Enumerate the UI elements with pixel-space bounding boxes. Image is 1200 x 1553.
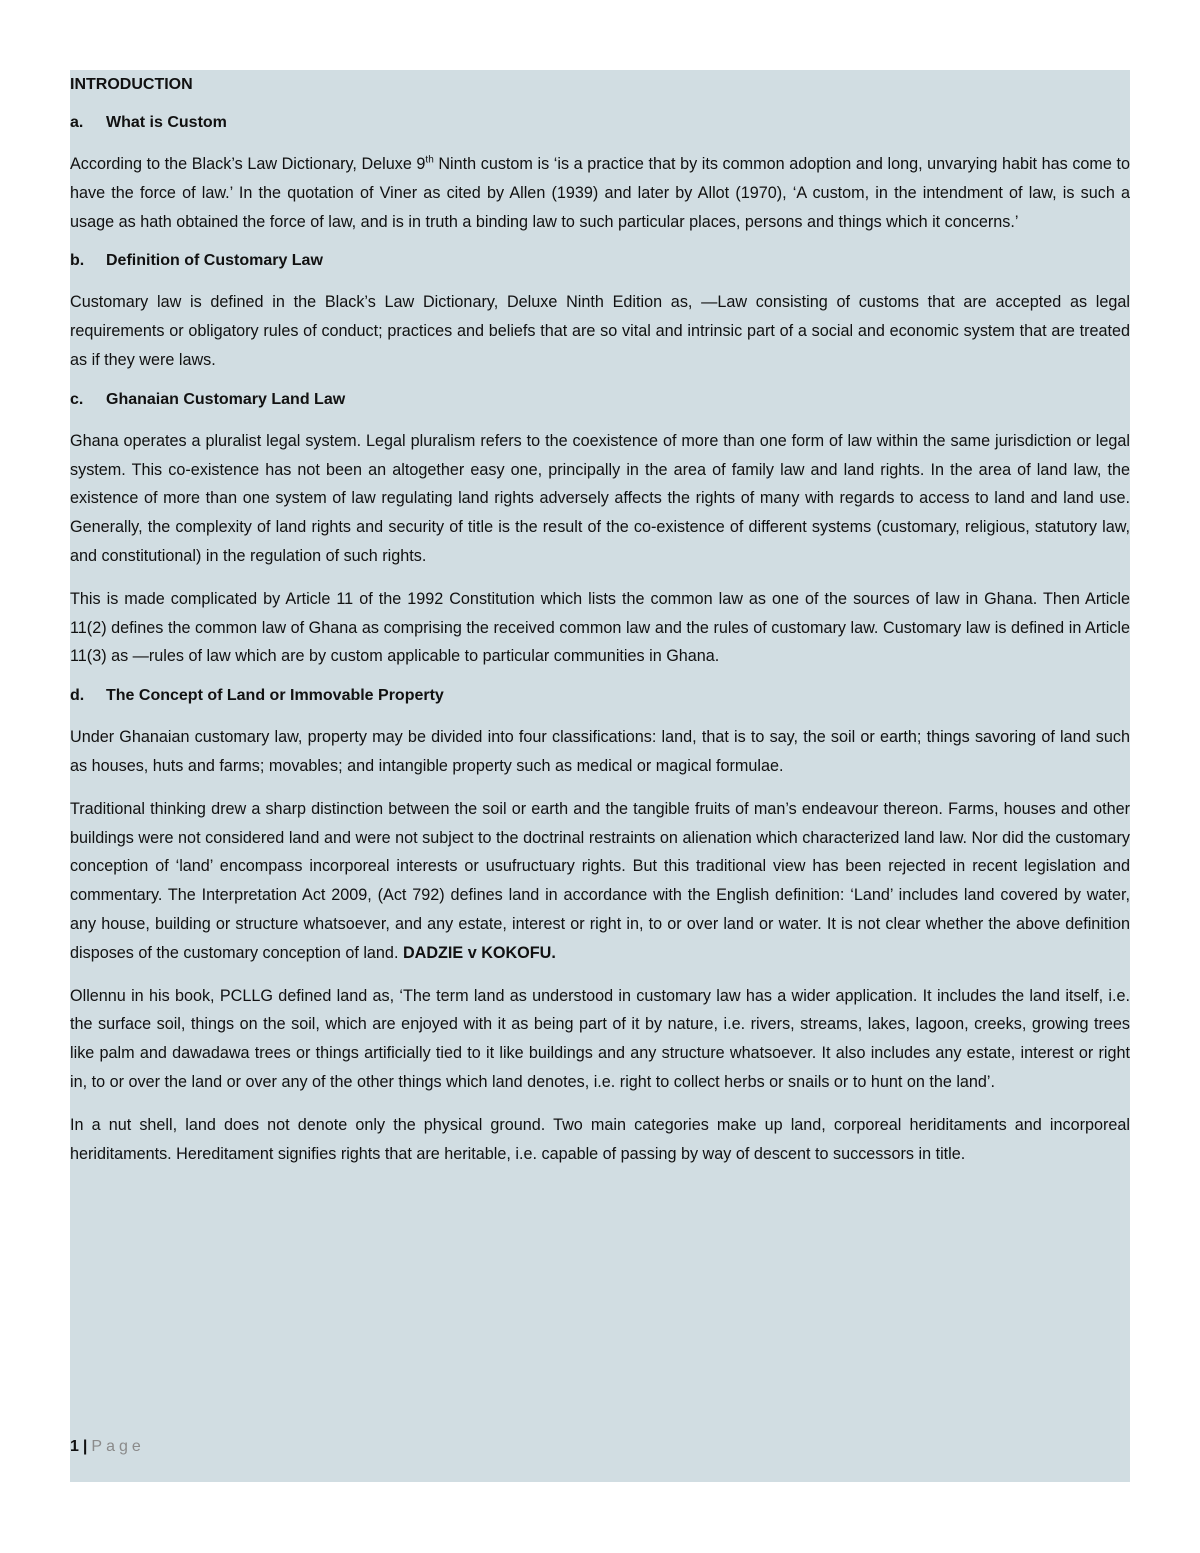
- footer-separator: |: [82, 1438, 88, 1455]
- section-heading-a: [70, 112, 1130, 134]
- section-letter: a.: [70, 114, 84, 131]
- section-heading-d: [70, 685, 1130, 707]
- paragraph-with-citation: [70, 795, 1130, 968]
- section-letter: d.: [70, 687, 85, 705]
- section-title: Ghanaian Customary Land Law: [106, 390, 346, 408]
- paragraph: Ghana operates a pluralist legal system. Legal pluralism refers to the coexistence of more than one form of law within the same jurisdiction or legal system. This co-existence has not been an altogether easy one, principally in the area of family law and land rights. In the area of land law, the existence of more than one system of law regulating land rights adversely affects the rights of many with regards to access to land and land use. Generally, the complexity of land rights and security of title is the result of the co-existence of different systems (customary, religious, statutory law, and constitutional) in the regulation of such rights.: [70, 431, 1130, 565]
- paragraph: Ollennu in his book, PCLLG defined land as, ‘The term land as understood in customary law has a wider application. It includes the land itself, i.e. the surface soil, things on the soil, which are enjoyed with it as being part of it by nature, i.e. rivers, streams, lakes, lagoon, creeks, growing trees like palm and dawadawa trees or things artificially tied to it like buildings and any structure whatsoever. It also includes any estate, interest or right in, to or over the land or over any of the other things which land denotes, i.e. right to collect herbs or snails or to hunt on the land’.: [70, 986, 1130, 1091]
- section-title: The Concept of Land or Immovable Property: [106, 687, 444, 705]
- section-heading-b: [70, 250, 1130, 272]
- document-title: INTRODUCTION: [70, 76, 193, 93]
- section-title: What is Custom: [106, 114, 227, 131]
- page-footer: [70, 1436, 145, 1458]
- section-title: Definition of Customary Law: [106, 252, 323, 270]
- paragraph: Customary law is defined in the Black’s Law Dictionary, Deluxe Ninth Edition as, ―Law consisting of customs that are accepted as legal requirements or obligatory rules of conduct; practices and beliefs that are so vital and intrinsic part of a social and economic system that are treated as if they were laws.: [70, 293, 1130, 369]
- superscript: th: [425, 154, 434, 166]
- text-run: Traditional thinking drew a sharp distinction between the soil or earth and the tangible fruits of man’s endeavour thereon. Farms, houses and other buildings were not considered land and were not subject to the doctrinal restraints on alienation which characterized land law. Nor did the customary conception of ‘land’ encompass incorporeal interests or usufructuary rights. But this traditional view has been rejected in recent legislation and commentary. The Interpretation Act 2009, (Act 792) defines land in accordance with the English definition: ‘Land’ includes land covered by water, any house, building or structure whatsoever, and any estate, interest or right in, to or over land or water. It is not clear whether the above definition disposes of the customary conception of land.: [70, 799, 1130, 962]
- page-number: 1: [70, 1438, 79, 1455]
- page-label: Page: [91, 1438, 145, 1455]
- section-letter: c.: [70, 390, 84, 408]
- case-citation: DADZIE v KOKOFU.: [402, 943, 556, 962]
- section-heading-c: [70, 389, 1130, 411]
- page-body: [70, 70, 1130, 1482]
- section-letter: b.: [70, 252, 85, 270]
- text-run: Ninth custom is ‘is a practice that by its common adoption and long, unvarying habit has come to have the force of law.’ In the quotation of Viner as cited by Allen (1939) and later by Allot (1970), ‘A custom, in the intendment of law, is such a usage as hath obtained the force of law, and is in truth a binding law to such particular places, persons and things which it concerns.’: [70, 155, 1130, 231]
- paragraph-custom-definition: [70, 150, 1130, 236]
- paragraph: This is made complicated by Article 11 of the 1992 Constitution which lists the common law as one of the sources of law in Ghana. Then Article 11(2) defines the common law of Ghana as comprising the received common law and the rules of customary law. Customary law is defined in Article 11(3) as ―rules of law which are by custom applicable to particular communities in Ghana.: [70, 589, 1130, 666]
- paragraph: Under Ghanaian customary law, property may be divided into four classifications: land, that is to say, the soil or earth; things savoring of land such as houses, huts and farms; movables; and intangible property such as medical or magical formulae.: [70, 728, 1130, 775]
- paragraph: In a nut shell, land does not denote only the physical ground. Two main categories make up land, corporeal heriditaments and incorporeal heriditaments. Hereditament signifies rights that are heritable, i.e. capable of passing by way of descent to successors in title.: [70, 1115, 1130, 1163]
- text-run: According to the Black’s Law Dictionary, Deluxe 9: [70, 155, 426, 173]
